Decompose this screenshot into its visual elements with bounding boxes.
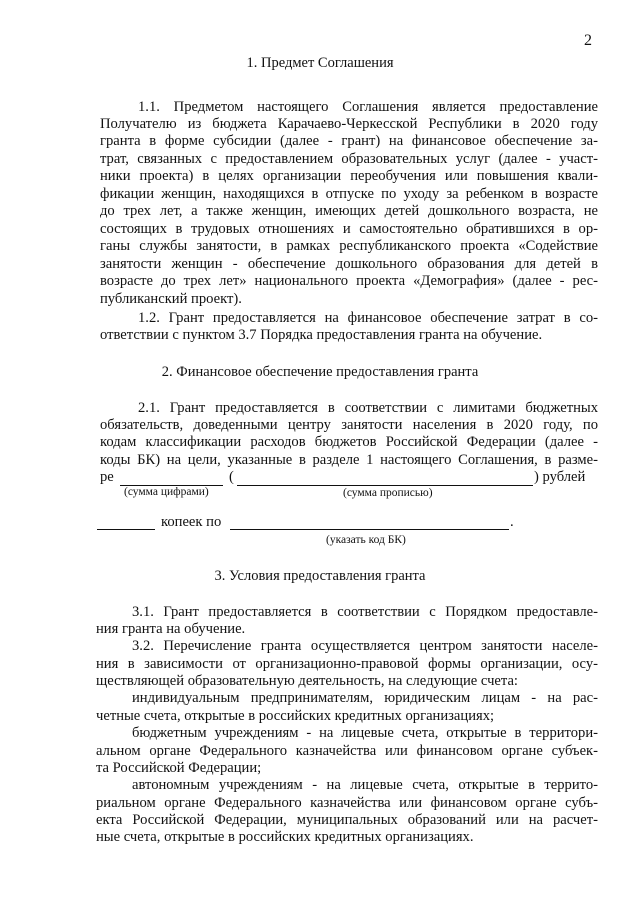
caption-budget-code: (указать код БК) xyxy=(326,534,406,546)
paragraph-line: альном органе Федерального казначейства или финансовом органе субъек- xyxy=(96,743,598,759)
amount-open-paren: ( xyxy=(229,469,234,485)
paragraph-line: коды БК) на цели, указанные в разделе 1 настоящего Соглашения, в разме- xyxy=(100,452,598,468)
paragraph-line: обязательств, доведенными центру занятости населения в 2020 году, по xyxy=(100,417,598,433)
paragraph-line: трат, связанных с предоставлением образовательных услуг (далее - участ- xyxy=(100,151,598,167)
paragraph-line: Получателю из бюджета Карачаево-Черкесской Республики в 2020 году xyxy=(100,116,598,132)
paragraph-line: риальном органе Федерального казначейства или финансовом органе субъ- xyxy=(96,795,598,811)
kopecks-end: . xyxy=(510,514,514,530)
paragraph-line: автономным учреждениям - на лицевые счета, открытые в террито- xyxy=(132,777,598,793)
paragraph-line: та Российской Федерации; xyxy=(96,760,262,776)
paragraph-line: публиканский проект). xyxy=(100,291,242,307)
amount-prefix: ре xyxy=(100,469,114,485)
paragraph-line: кодам классификации расходов бюджетов Российской Федерации (далее - xyxy=(100,434,598,450)
paragraph-line: ганы службы занятости, в рамках республиканского проекта «Содействие xyxy=(100,238,598,254)
section-1-title: 1. Предмет Соглашения xyxy=(246,55,394,71)
paragraph-line: фикации женщин, находящихся в отпуске по уходу за ребенком в возрасте xyxy=(100,186,598,202)
budget-code-blank xyxy=(230,529,509,530)
paragraph-line: гранта в форме субсидии (далее - грант) на финансовое обеспечение за- xyxy=(100,133,598,149)
paragraph-line: четные счета, открытые в российских кредитных организациях; xyxy=(96,708,495,724)
kopecks-blank xyxy=(97,529,155,530)
section-3-title: 3. Условия предоставления гранта xyxy=(214,568,426,584)
paragraph-line: ния гранта на обучение. xyxy=(96,621,246,637)
paragraph-line: возрасте до трех лет» национального проекта «Демография» (далее - рес- xyxy=(100,273,598,289)
amount-suffix: ) рублей xyxy=(534,469,586,485)
paragraph-line: состоящих в трудовых отношениях и самостоятельно обратившихся в ор- xyxy=(100,221,598,237)
amount-words-blank xyxy=(237,485,533,486)
paragraph-line: занятости женщин - обеспечение дошкольного образования для детей в xyxy=(100,256,598,272)
paragraph-line: ники проекта) в целях организации переобучения или повышения квали- xyxy=(100,168,598,184)
caption-amount-digits: (сумма цифрами) xyxy=(124,486,209,498)
paragraph-line: ния в зависимости от организационно-правовой формы организации, осу- xyxy=(96,656,598,672)
paragraph-line: индивидуальным предпринимателям, юридическим лицам - на рас- xyxy=(132,690,598,706)
paragraph-line: ные счета, открытые в российских кредитных организациях. xyxy=(96,829,474,845)
paragraph-line: 2.1. Грант предоставляется в соответствии с лимитами бюджетных xyxy=(138,400,598,416)
paragraph-line: ответствии с пунктом 3.7 Порядка предоставления гранта на обучение. xyxy=(100,327,543,343)
page-number: 2 xyxy=(584,32,592,49)
paragraph-line: 1.1. Предметом настоящего Соглашения является предоставление xyxy=(138,99,598,115)
paragraph-line: 3.1. Грант предоставляется в соответствии с Порядком предоставле- xyxy=(132,604,598,620)
caption-amount-words: (сумма прописью) xyxy=(343,487,433,499)
kopecks-label: копеек по xyxy=(161,514,222,530)
paragraph-line: до трех лет, а также женщин, имеющих детей дошкольного возраста, не xyxy=(100,203,598,219)
paragraph-line: ществляющей образовательную деятельность, на следующие счета: xyxy=(96,673,518,689)
paragraph-line: бюджетным учреждениям - на лицевые счета, открытые в территори- xyxy=(132,725,598,741)
paragraph-line: 1.2. Грант предоставляется на финансовое обеспечение затрат в со- xyxy=(138,310,598,326)
paragraph-line: екта Российской Федерации, муниципальных образований или на расчет- xyxy=(96,812,598,828)
section-2-title: 2. Финансовое обеспечение предоставления гранта xyxy=(161,364,479,380)
paragraph-line: 3.2. Перечисление гранта осуществляется центром занятости населе- xyxy=(132,638,598,654)
